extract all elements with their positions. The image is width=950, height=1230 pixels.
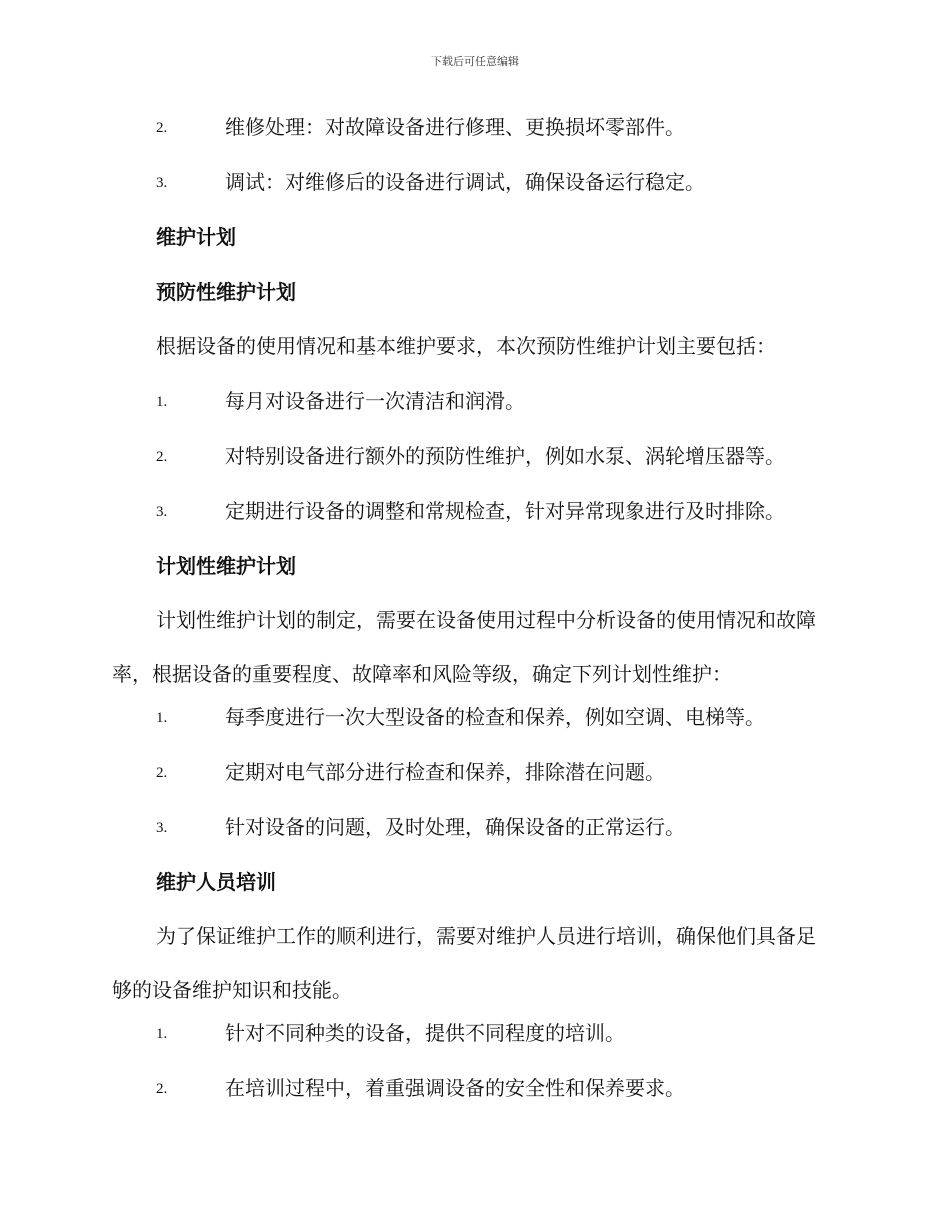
- section-heading: 维护计划: [156, 225, 236, 249]
- paragraph-text: 计划性维护计划的制定，需要在设备使用过程中分析设备的使用情况和故障率，根据设备的重要程度、故障率和风险等级，确定下列计划性维护：: [112, 608, 816, 686]
- list-item: 每季度进行一次大型设备的检查和保养，例如空调、电梯等。: [225, 705, 765, 729]
- list-number: 1.: [156, 1026, 168, 1042]
- list-number: 1.: [156, 394, 168, 410]
- list-item: 调试：对维修后的设备进行调试，确保设备运行稳定。: [225, 170, 705, 194]
- list-number: 1.: [156, 710, 168, 726]
- list-number: 3.: [156, 820, 168, 836]
- list-item: 每月对设备进行一次清洁和润滑。: [225, 389, 525, 413]
- subsection-heading: 维护人员培训: [156, 870, 276, 894]
- subsection-heading: 预防性维护计划: [156, 280, 296, 304]
- list-item: 在培训过程中，着重强调设备的安全性和保养要求。: [225, 1076, 685, 1100]
- page-header: 下载后可任意编辑: [431, 55, 519, 68]
- list-number: 2.: [156, 120, 168, 136]
- paragraph-text: 为了保证维护工作的顺利进行，需要对维护人员进行培训，确保他们具备足够的设备维护知识和技能。: [112, 924, 816, 1002]
- list-number: 3.: [156, 504, 168, 520]
- list-number: 2.: [156, 765, 168, 781]
- list-number: 2.: [156, 1081, 168, 1097]
- paragraph: [112, 909, 832, 1017]
- list-item: 维修处理：对故障设备进行修理、更换损坏零部件。: [225, 115, 685, 139]
- list-item: 针对不同种类的设备，提供不同程度的培训。: [225, 1021, 625, 1045]
- subsection-heading: 计划性维护计划: [156, 554, 296, 578]
- list-number: 2.: [156, 449, 168, 465]
- list-number: 3.: [156, 175, 168, 191]
- paragraph: 根据设备的使用情况和基本维护要求，本次预防性维护计划主要包括：: [156, 334, 776, 358]
- list-item: 对特别设备进行额外的预防性维护，例如水泵、涡轮增压器等。: [225, 444, 785, 468]
- list-item: 针对设备的问题，及时处理，确保设备的正常运行。: [225, 815, 685, 839]
- list-item: 定期对电气部分进行检查和保养，排除潜在问题。: [225, 760, 665, 784]
- list-item: 定期进行设备的调整和常规检查，针对异常现象进行及时排除。: [225, 499, 785, 523]
- paragraph: [112, 593, 832, 701]
